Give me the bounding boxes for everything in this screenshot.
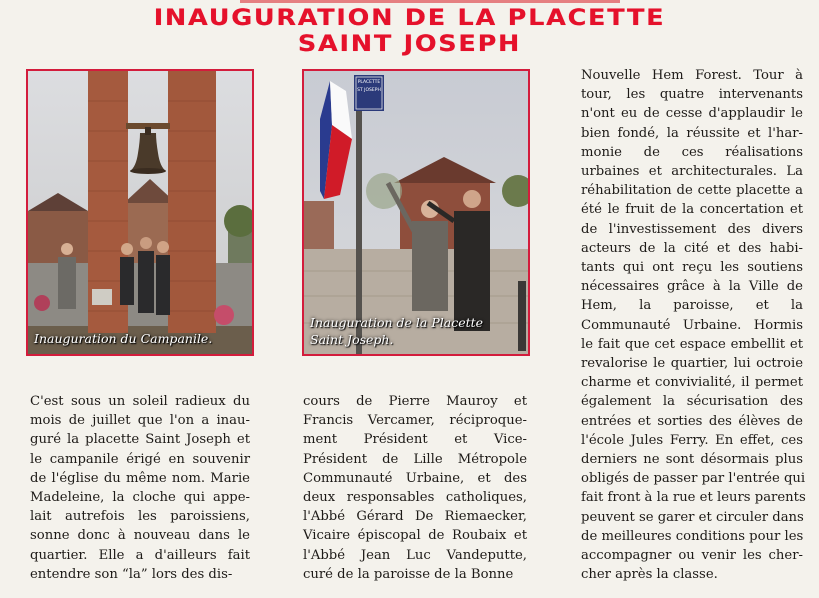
article-line: également la sécurisation des — [581, 394, 803, 410]
article-line: l'Abbé Gérard De Riemaecker, — [303, 509, 527, 525]
article-line: Président de Lille Métropole — [303, 451, 527, 467]
article-line: C'est sous un soleil radieux du — [30, 394, 250, 409]
street-sign-line-2: ST JOSEPH — [357, 88, 381, 93]
article-line: Madeleine, la cloche qui appe- — [30, 490, 250, 506]
article-line: de meilleures conditions pour les — [581, 528, 804, 544]
article-line: Communauté Urbaine. Hormis — [581, 317, 803, 333]
article-line: mois de juillet que l'on a inau- — [30, 413, 250, 429]
article-line: nécessaires grâce à la Ville de — [581, 279, 803, 295]
article-line: le fait que cet espace embellit et — [581, 336, 803, 352]
article-line: peuvent se garer et circuler dans — [581, 509, 804, 525]
article-line: charme et convivialité, il permet — [581, 375, 803, 391]
article-line: entendre son “la” lors des dis- — [30, 566, 233, 582]
article-line: été le fruit de la concertation et — [581, 202, 803, 218]
street-sign-text — [356, 79, 382, 95]
headline-line-1: INAUGURATION DE LA PLACETTE — [153, 6, 666, 31]
headline-line-2: SAINT JOSEPH — [297, 32, 522, 57]
article-line: Francis Vercamer, réciproque- — [303, 413, 527, 429]
article-line: monie de ces réalisations — [581, 144, 803, 160]
article-line: accompagner ou venir les cher- — [581, 548, 803, 564]
article-line: bien fondé, la réussite et l'har- — [581, 125, 803, 141]
article-line: ment Président et Vice- — [303, 432, 527, 448]
article-line: tants qui ont reçu les soutiens — [581, 260, 803, 276]
article-line: Vicaire épiscopal de Roubaix et — [303, 528, 527, 544]
article-line: deux responsables catholiques, — [303, 490, 527, 506]
article-line: cours de Pierre Mauroy et — [303, 394, 527, 409]
article-line: de l'église du même nom. Marie — [30, 470, 250, 486]
article-line: fait front à la rue et leurs parents — [581, 490, 806, 506]
article-line: quartier. Elle a d'ailleurs fait — [30, 547, 250, 563]
article-line: l'Abbé Jean Luc Vandeputte, — [303, 547, 527, 563]
article-line: obligés de passer par l'entrée qui — [581, 471, 806, 487]
article-line: derniers ne sont désormais plus — [581, 452, 803, 468]
article-line: acteurs de la cité et des habi- — [581, 240, 803, 256]
article-line: Nouvelle Hem Forest. Tour à — [581, 68, 803, 83]
article-line: sonne donc à nouveau dans le — [30, 528, 250, 544]
article-line: réhabilitation de cette placette a — [581, 183, 803, 199]
article-line: de l'investissement des divers — [581, 221, 803, 237]
photo-placette-caption-line-2: Saint Joseph. — [310, 332, 394, 347]
article-line: tour, les quatre intervenants — [581, 87, 803, 103]
article-line: lait autrefois les paroissiens, — [30, 509, 250, 525]
article-line: revalorise le quartier, lui octroie — [581, 356, 803, 372]
placette-illustration — [304, 71, 528, 354]
photo-campanile-caption: Inauguration du Campanile. — [34, 331, 213, 346]
article-line: guré la placette Saint Joseph et — [30, 432, 250, 448]
street-sign-line-1: PLACETTE — [357, 80, 381, 85]
article-line: entrées et sorties des élèves de — [581, 413, 803, 429]
photo-campanile — [26, 69, 254, 356]
article-line: curé de la paroisse de la Bonne — [303, 566, 514, 582]
top-rule — [240, 0, 620, 3]
article-line: n'ont eu de cesse d'applaudir le — [581, 106, 803, 122]
article-line: urbaines et architecturales. La — [581, 164, 803, 180]
article-line: cher après la classe. — [581, 567, 718, 583]
article-line: Communauté Urbaine, et des — [303, 470, 527, 486]
article-column-1 — [30, 392, 250, 584]
article-line: Hem, la paroisse, et la — [581, 298, 803, 314]
article-column-2 — [303, 392, 527, 584]
article-line: l'école Jules Ferry. En effet, ces — [581, 432, 803, 448]
article-column-3 — [581, 66, 806, 584]
article-line: le campanile érigé en souvenir — [30, 451, 250, 467]
photo-placette — [302, 69, 530, 356]
photo-placette-caption-line-1: Inauguration de la Placette — [310, 315, 484, 330]
campanile-illustration — [28, 71, 252, 354]
